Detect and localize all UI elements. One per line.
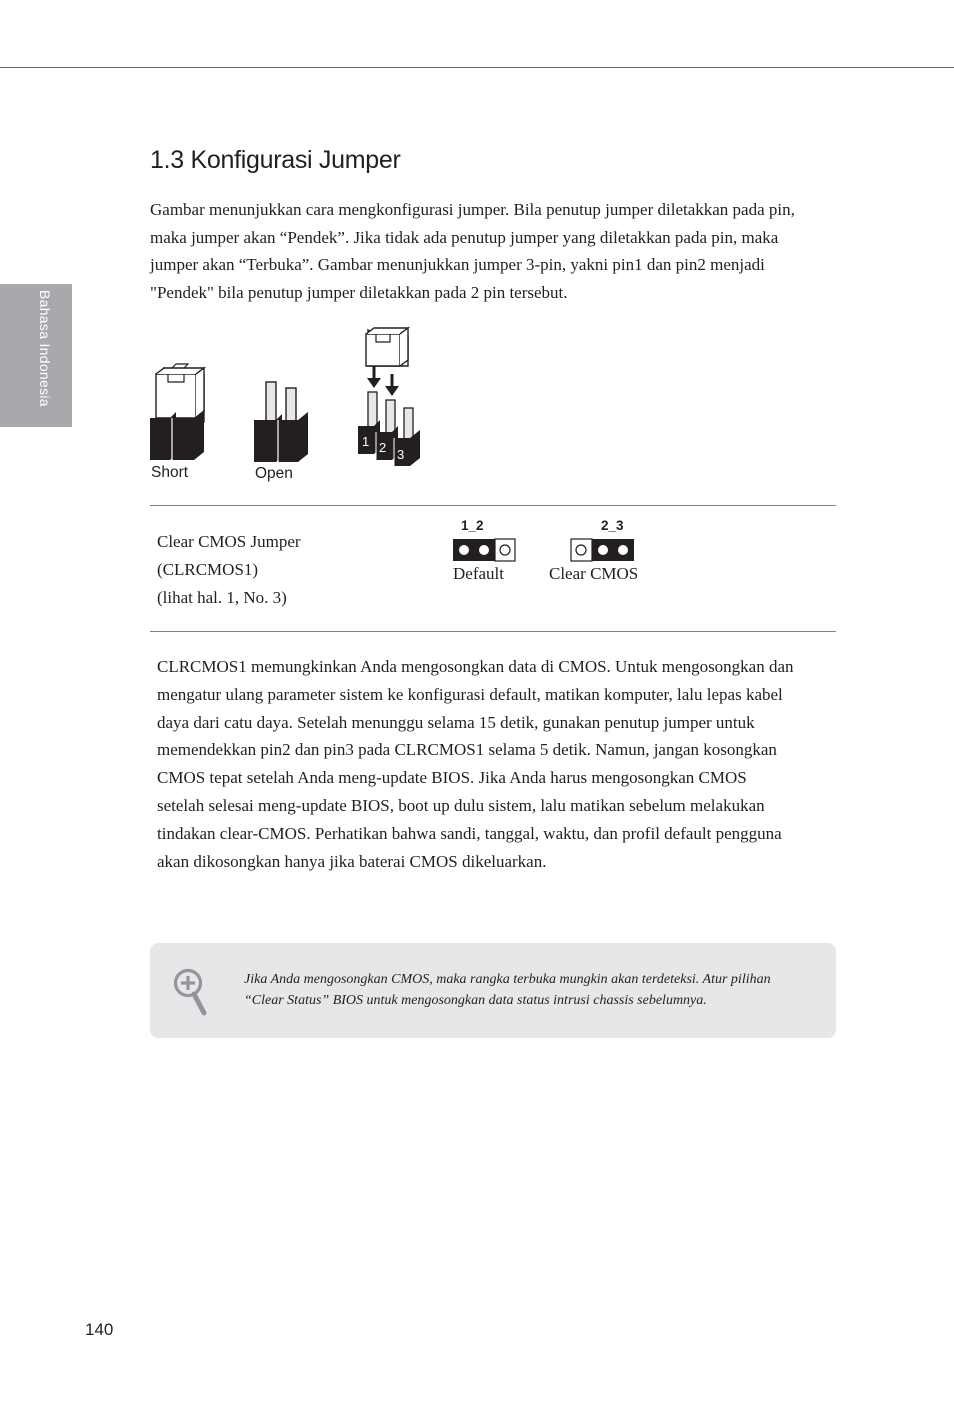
default-caption: Default [453,564,504,583]
section-title: 1.3 Konfigurasi Jumper [150,146,401,174]
clear-pins-label: 2_3 [601,518,624,533]
short-jumper-graphic [150,364,204,460]
three-pin-jumper-graphic [358,328,420,466]
side-tab-label: Bahasa Indonesia [37,290,53,407]
jumper-name-line-2: (CLRCMOS1) [157,560,259,579]
pin-number-3: 3 [397,447,405,462]
default-jumper-pins [452,538,516,562]
clear-jumper-pins [570,538,636,562]
description-paragraph: CLRCMOS1 memungkinkan Anda mengosongkan data di CMOS. Untuk mengosongkan dan mengatur ulang parameter sistem ke konfigurasi default, matikan komputer, lalu lepas kabel daya dari catu daya. Setelah menunggu selama 15 detik, gunakan penutup jumper untuk memendekkan pin2 dan pin3 pada CLRCMOS1 selama 5 detik. Namun, jangan kosongkan CMOS tepat setelah Anda meng-update BIOS. Jika Anda harus mengosongkan CMOS setelah selesai meng-update BIOS, boot up dulu sistem, lalu matikan sebelum melakukan tindakan clear-CMOS. Perhatikan bahwa sandi, tanggal, waktu, dan profil default pengguna akan dikosongkan hanya jika baterai CMOS dikeluarkan. [157,657,794,871]
page-number: 140 [85,1320,114,1339]
pin-number-1: 1 [362,434,370,449]
intro-paragraph: Gambar menunjukkan cara mengkonfigurasi jumper. Bila penutup jumper diletakkan pada pin, maka jumper akan “Pendek”. Jika tidak ada penutup jumper yang diletakkan pada pin, maka jumper akan “Terbuka”. Gambar menunjukkan jumper 3-pin, yakni pin1 dan pin2 menjadi "Pendek" bila penutup jumper diletakkan pada 2 pin tersebut. [150,200,795,302]
open-jumper-graphic [254,382,308,462]
jumper-name-line-1: Clear CMOS Jumper [157,532,301,551]
magnifier-plus-icon [172,967,212,1017]
header-rule [0,67,954,68]
pin-number-2: 2 [379,440,387,455]
jumper-diagram [148,322,438,472]
note-text: Jika Anda mengosongkan CMOS, maka rangka terbuka mungkin akan terdeteksi. Atur pilihan “Clear Status” BIOS untuk mengosongkan data status intrusi chassis sebelumnya. [244,972,771,1008]
note-box [150,943,836,1038]
table-bottom-rule [150,631,836,632]
jumper-name-cell [157,528,301,612]
jumper-illustration [148,322,438,482]
jumper-name-line-3: (lihat hal. 1, No. 3) [157,588,287,607]
open-label: Open [255,465,293,482]
default-pins-label: 1_2 [461,518,484,533]
short-label: Short [151,464,189,481]
clear-caption: Clear CMOS [549,564,639,583]
table-top-rule [150,505,836,506]
language-side-tab [0,284,72,427]
